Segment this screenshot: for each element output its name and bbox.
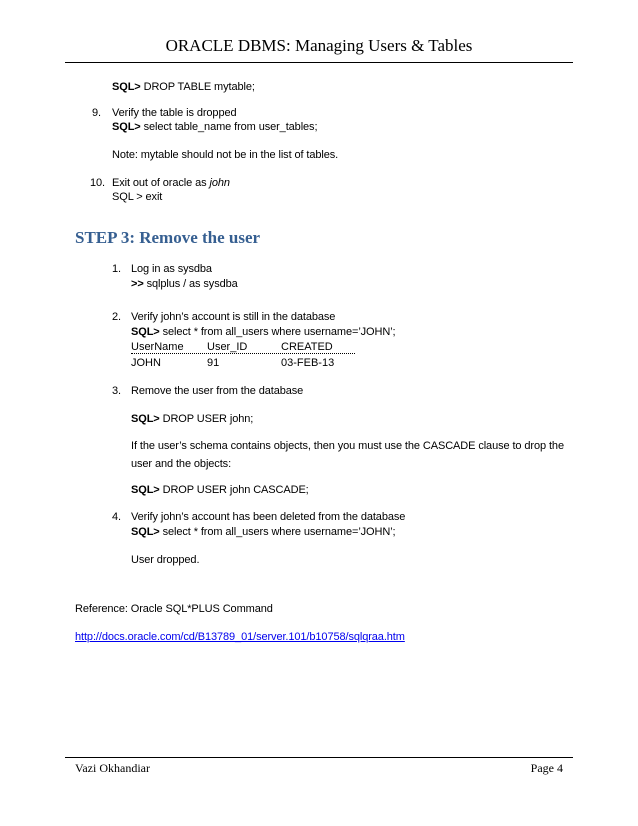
table-header: User_ID bbox=[207, 341, 248, 353]
step-10-user: john bbox=[209, 177, 230, 189]
footer-page-number: Page 4 bbox=[530, 761, 563, 775]
footer-author: Vazi Okhandiar bbox=[75, 761, 150, 775]
sql-prompt: SQL> bbox=[131, 413, 160, 425]
sql-prompt: SQL> bbox=[131, 326, 160, 338]
item-1-text: Log in as sysdba bbox=[131, 263, 212, 275]
item-4-number: 4. bbox=[112, 511, 121, 523]
item-1-command bbox=[131, 277, 238, 291]
sql-prompt: SQL> bbox=[131, 484, 160, 496]
table-header: CREATED bbox=[281, 341, 333, 353]
step-10-text bbox=[112, 176, 230, 190]
item-3-cascade-sql bbox=[131, 483, 309, 497]
item-2-sql bbox=[131, 325, 396, 339]
item-4-sql bbox=[131, 525, 396, 539]
table-cell: 03-FEB-13 bbox=[281, 357, 335, 369]
step-9-note: Note: mytable should not be in the list of tables. bbox=[112, 149, 339, 161]
step-9-sql bbox=[112, 120, 317, 134]
sql-text: DROP USER john CASCADE; bbox=[159, 484, 309, 496]
step-9-text: Verify the table is dropped bbox=[112, 107, 237, 119]
item-2-text: Verify john’s account is still in the database bbox=[131, 311, 336, 323]
sql-prompt: SQL> bbox=[112, 81, 141, 93]
step-10-label: Exit out of oracle as bbox=[112, 177, 210, 189]
item-3-text: Remove the user from the database bbox=[131, 385, 304, 397]
step-3-heading: STEP 3: Remove the user bbox=[75, 228, 261, 247]
item-3-note-line-2: user and the objects: bbox=[131, 458, 232, 470]
table-header-rule bbox=[131, 353, 355, 354]
step-number-10: 10. bbox=[90, 177, 105, 189]
table-cell: 91 bbox=[207, 357, 220, 369]
sql-text: DROP USER john; bbox=[159, 413, 254, 425]
item-1-number: 1. bbox=[112, 263, 121, 275]
header-rule bbox=[65, 62, 573, 63]
step-number-9: 9. bbox=[92, 107, 101, 119]
shell-prompt: >> bbox=[131, 278, 144, 290]
sql-prompt: SQL> bbox=[112, 121, 141, 133]
item-3-note-line-1: If the user’s schema contains objects, then you must use the CASCADE clause to drop the bbox=[131, 440, 564, 452]
item-4-text: Verify john’s account has been deleted from the database bbox=[131, 511, 406, 523]
item-3-number: 3. bbox=[112, 385, 121, 397]
sql-text: select table_name from user_tables; bbox=[140, 121, 318, 133]
item-3-sql bbox=[131, 412, 253, 426]
footer-rule bbox=[65, 757, 573, 758]
table-header: UserName bbox=[131, 341, 184, 353]
sql-text: DROP TABLE mytable; bbox=[140, 81, 255, 93]
sql-text: select * from all_users where username=’JOHN’; bbox=[159, 526, 396, 538]
reference-link[interactable]: http://docs.oracle.com/cd/B13789_01/server.101/b10758/sqlqraa.htm bbox=[75, 631, 405, 643]
sql-text: select * from all_users where username=’JOHN’; bbox=[159, 326, 396, 338]
step-10-sql: SQL > exit bbox=[112, 191, 163, 203]
shell-command: sqlplus / as sysdba bbox=[143, 278, 238, 290]
sql-prompt: SQL> bbox=[131, 526, 160, 538]
sql-drop-table-line bbox=[112, 80, 255, 94]
reference-label: Reference: Oracle SQL*PLUS Command bbox=[75, 603, 273, 615]
table-cell: JOHN bbox=[131, 357, 161, 369]
item-4-result: User dropped. bbox=[131, 554, 200, 566]
item-2-number: 2. bbox=[112, 311, 121, 323]
page-header-title: ORACLE DBMS: Managing Users & Tables bbox=[165, 36, 473, 55]
